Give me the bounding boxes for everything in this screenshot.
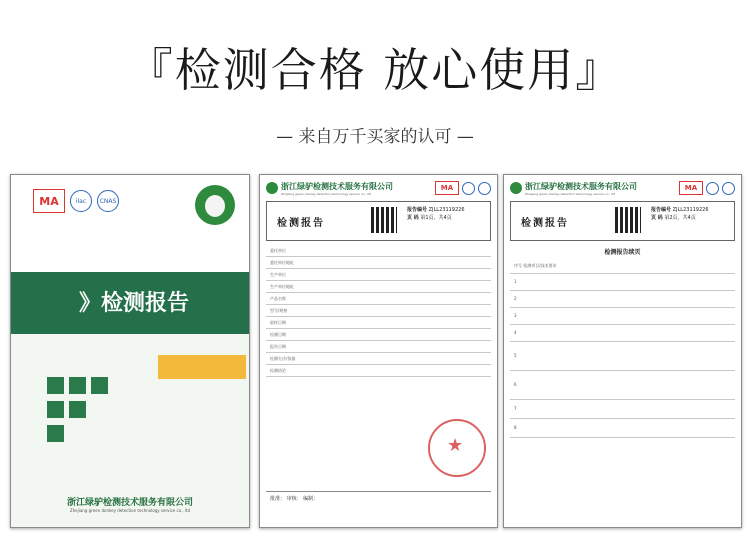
table-row: 8 [510,419,735,438]
cnas-icon: CNAS [97,190,119,212]
table-row: 2 [510,291,735,308]
report-page-2[interactable] [503,174,742,528]
ilac-mra-icon: ilac [70,190,92,212]
report-number: ZJLL23119226 [428,207,465,213]
table-row: 产品名称 [266,293,491,305]
report-number-block [407,206,465,222]
table-row: 3 [510,308,735,325]
report-header [266,180,491,196]
cover-company-name: 浙江绿驴检测技术服务有限公司 [66,498,193,508]
report-company [525,181,637,196]
table-row: 收样日期 [266,317,491,329]
report-header [510,180,735,196]
table-row: 5 [510,342,735,371]
ma-logo: MA [435,181,459,195]
page-headline: 『检测合格 放心使用』 [126,43,624,97]
table-row: 检测结论 [266,365,491,377]
page-label: 页 码 [651,215,663,221]
donkey-mascot-icon [195,185,235,225]
ilac-mra-icon [462,182,475,195]
report-title-table [510,201,735,241]
report-company-en: Zhejiang green donkey detection technology service co., ltd [281,191,372,196]
green-square [47,425,64,442]
ma-logo: MA [679,181,703,195]
table-row: 委托单位 [266,245,491,257]
report-number-block [651,206,709,222]
cover-yellow-bar [158,355,246,379]
cover-title: 》检测报告 [79,291,190,316]
official-seal-icon [428,419,486,477]
table-row: 1 [510,274,735,291]
green-square [69,401,86,418]
table-row: 委托单位地址 [266,257,491,269]
green-square [47,377,64,394]
table-row: 检测日期 [266,329,491,341]
table-row: 生产单位地址 [266,281,491,293]
certification-logos [33,189,119,213]
report-number-label: 报告编号 [407,207,428,213]
report-number: ZJLL23119226 [672,207,709,213]
report-number-label: 报告编号 [651,207,672,213]
ilac-mra-icon [706,182,719,195]
table-row: 型号/规格 [266,305,491,317]
report-company [281,181,393,196]
cnas-icon [478,182,491,195]
cover-company [11,495,249,513]
qr-code-icon [615,207,641,233]
continuation-title: 检测报告续页 [604,249,641,256]
table-row: 4 [510,325,735,342]
cover-company-en: Zhejiang green donkey detection technology service co., ltd [69,508,191,513]
report-company-en: Zhejiang green donkey detection technology service co., ltd [525,191,616,196]
table-row: 序号 检测项目/技术要求 [510,259,735,274]
page-number: 第1页，共4页 [420,215,452,221]
qr-code-icon [371,207,397,233]
report-title: 检测报告 [277,218,325,229]
green-square [69,377,86,394]
page-number: 第2页，共4页 [664,215,696,221]
report-company-name: 浙江绿驴检测技术服务有限公司 [525,181,637,191]
page-label: 页 码 [407,215,419,221]
report-rows [510,259,735,438]
report-company-name: 浙江绿驴检测技术服务有限公司 [281,181,393,191]
report-cover-card[interactable] [10,174,250,528]
table-row: 检测方法/依据 [266,353,491,365]
green-square [47,401,64,418]
table-row: 6 [510,371,735,400]
donkey-logo-icon [266,182,278,194]
report-title: 检测报告 [521,218,569,229]
signature-row: 批准： 审核： 编制： [266,491,491,506]
cnas-icon [722,182,735,195]
report-title-table [266,201,491,241]
report-page-1[interactable] [259,174,498,528]
report-rows [266,245,491,377]
ma-logo: MA [33,189,65,213]
table-row: 7 [510,400,735,419]
page-subtitle: — 来自万千买家的认可 — [276,127,474,147]
table-row: 报告日期 [266,341,491,353]
donkey-logo-icon [510,182,522,194]
green-square [91,377,108,394]
table-row: 生产单位 [266,269,491,281]
